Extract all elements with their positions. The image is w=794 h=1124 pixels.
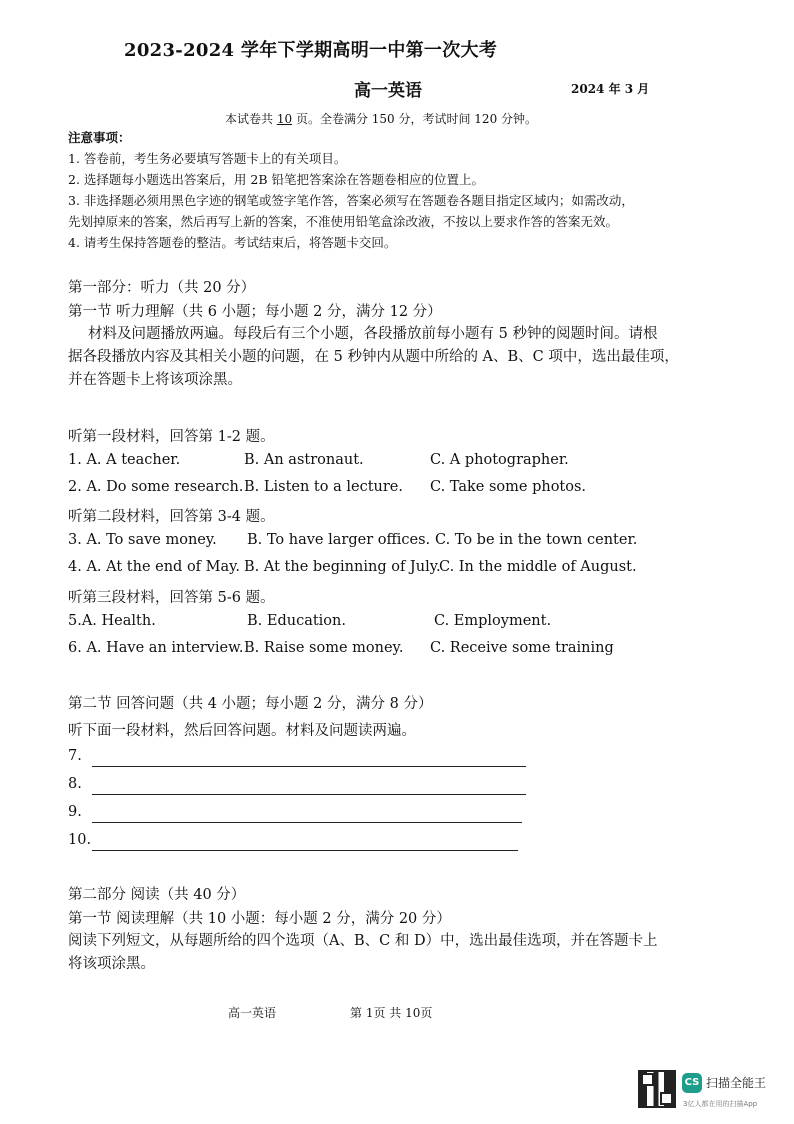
answer-blank[interactable] — [68, 776, 538, 798]
footer-page: 第 1页 共 10页 — [350, 1006, 433, 1020]
blank-line — [92, 794, 526, 795]
intro-line: 材料及问题播放两遍。每段后有三个小题，各段播放前每小题有 5 秒钟的阅题时间。请根 — [88, 326, 658, 342]
notes-heading: 注意事项： — [68, 130, 131, 145]
question-row — [68, 452, 628, 472]
option-b: B. Education. — [247, 613, 346, 629]
blank-number: 7. — [68, 748, 82, 764]
part1-heading: 第一部分：听力（共 20 分） — [68, 280, 256, 296]
option-b: B. Listen to a lecture. — [244, 479, 403, 495]
notes-line: 1. 答卷前，考生务必要填写答题卡上的有关项目。 — [68, 151, 347, 166]
part2-intro — [68, 930, 658, 976]
exam-info — [225, 110, 537, 127]
blank-number: 10. — [68, 832, 92, 848]
camscanner-tagline: 3亿人都在用的扫描App — [683, 1100, 758, 1108]
blank-number: 9. — [68, 804, 82, 820]
question-row — [68, 479, 628, 499]
notes-line: 2. 选择题每小题选出答案后，用 2B 铅笔把答案涂在答题卷相应的位置上。 — [68, 172, 484, 187]
blank-line — [92, 766, 526, 767]
answer-blank[interactable] — [68, 748, 538, 770]
option-a: 6. A. Have an interview. — [68, 640, 244, 656]
answer-blank[interactable] — [68, 804, 538, 826]
option-c: C. In the middle of August. — [439, 559, 637, 575]
subject-title: 高一英语 — [354, 81, 422, 101]
blank-line — [92, 850, 518, 851]
option-c: C. Take some photos. — [430, 479, 587, 495]
exam-title: 2023-2024 学年下学期高明一中第一次大考 — [124, 40, 498, 61]
camscanner-logo-icon: CS — [682, 1073, 702, 1093]
option-c: C. A photographer. — [430, 452, 569, 468]
exam-info-pages: 10 — [276, 112, 293, 126]
passage3-label: 听第三段材料，回答第 5-6 题。 — [68, 590, 275, 606]
option-a: 3. A. To save money. — [68, 532, 217, 548]
part1-section2-heading: 第二节 回答问题（共 4 小题；每小题 2 分，满分 8 分） — [68, 696, 433, 712]
option-a: 1. A. A teacher. — [68, 452, 181, 468]
exam-info-post: 页。全卷满分 150 分，考试时间 120 分钟。 — [295, 112, 538, 126]
part1-section1-intro — [68, 323, 679, 392]
footer-subject: 高一英语 — [228, 1006, 277, 1020]
option-c: C. Receive some training — [430, 640, 614, 656]
notes-block — [68, 127, 634, 253]
camscanner-name: 扫描全能王 — [706, 1076, 767, 1090]
option-b: B. To have larger offices. — [247, 532, 431, 548]
option-a: 2. A. Do some research. — [68, 479, 244, 495]
intro-line: 并在答题卡上将该项涂黑。 — [68, 372, 242, 388]
question-row — [68, 532, 638, 552]
intro-line: 将该项涂黑。 — [68, 956, 155, 972]
notes-line: 4. 请考生保持答题卷的整洁。考试结束后，将答题卡交回。 — [68, 235, 397, 250]
part1-section1-heading: 第一节 听力理解（共 6 小题；每小题 2 分，满分 12 分） — [68, 304, 442, 320]
option-c: C. Employment. — [434, 613, 552, 629]
option-b: B. An astronaut. — [244, 452, 364, 468]
option-b: B. Raise some money. — [244, 640, 404, 656]
passage1-label: 听第一段材料，回答第 1-2 题。 — [68, 429, 275, 445]
part2-section1-heading: 第一节 阅读理解（共 10 小题：每小题 2 分，满分 20 分） — [68, 911, 451, 927]
question-row — [68, 640, 628, 660]
question-row — [68, 613, 628, 633]
notes-line: 3. 非选择题必须用黑色字迹的钢笔或签字笔作答，答案必须写在答题卷各题目指定区域内；如需改动， — [68, 193, 634, 208]
intro-line: 据各段播放内容及其相关小题的问题，在 5 秒钟内从题中所给的 A、B、C 项中，选出最佳项， — [68, 349, 679, 365]
exam-date: 2024 年 3 月 — [571, 82, 650, 96]
intro-line: 阅读下列短文，从每题所给的四个选项（A、B、C 和 D）中，选出最佳选项，并在答题卡上 — [68, 933, 658, 949]
part2-heading: 第二部分 阅读（共 40 分） — [68, 887, 246, 903]
part1-section2-intro: 听下面一段材料，然后回答问题。材料及问题读两遍。 — [68, 723, 416, 739]
option-a: 4. A. At the end of May. — [68, 559, 241, 575]
question-row — [68, 559, 637, 579]
option-b: B. At the beginning of July. — [244, 559, 441, 575]
option-a: 5.A. Health. — [68, 613, 156, 629]
blank-line — [92, 822, 522, 823]
qr-code-icon — [638, 1070, 676, 1108]
answer-blank[interactable] — [68, 832, 538, 854]
option-c: C. To be in the town center. — [435, 532, 638, 548]
passage2-label: 听第二段材料，回答第 3-4 题。 — [68, 509, 275, 525]
exam-info-pre: 本试卷共 — [225, 112, 274, 126]
blank-number: 8. — [68, 776, 82, 792]
notes-line: 先划掉原来的答案，然后再写上新的答案，不准使用铅笔盒涂改液，不按以上要求作答的答案无效。 — [68, 214, 619, 229]
